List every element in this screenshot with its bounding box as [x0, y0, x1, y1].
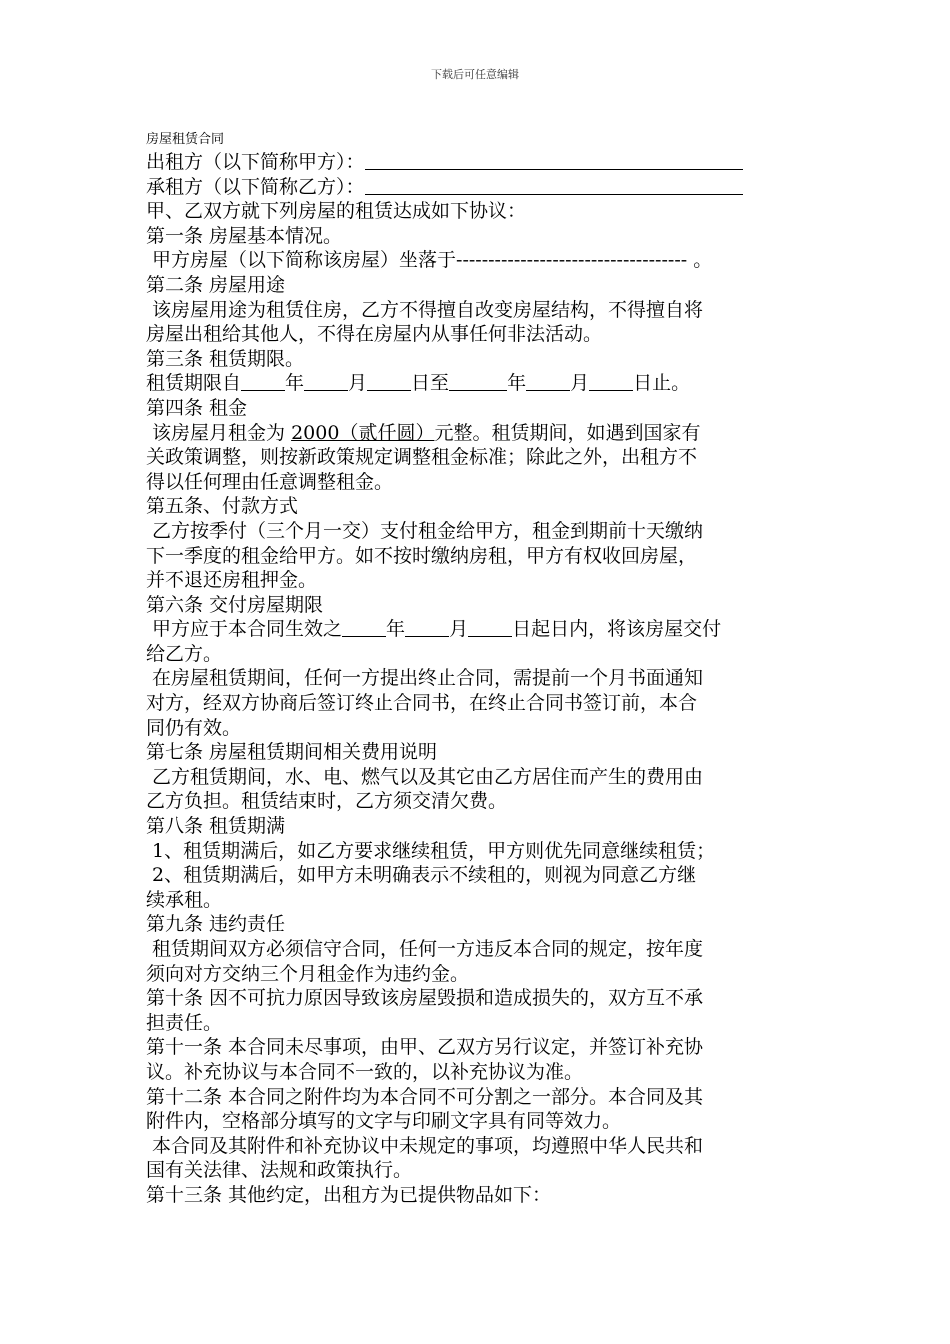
day-end-label: 日止。 — [633, 372, 691, 395]
article-10-line-2: 担责任。 — [146, 1011, 223, 1034]
article-12-line-3: 本合同及其附件和补充协议中未规定的事项，均遵照中华人民共和 — [146, 1134, 704, 1157]
intro-text: 甲、乙双方就下列房屋的租赁达成如下协议： — [146, 200, 527, 223]
article-3-heading: 第三条 租赁期限。 — [146, 347, 305, 370]
article-4-line-2: 关政策调整，则按新政策规定调整租金标准；除此之外，出租方不 — [146, 446, 698, 469]
contract-body — [146, 150, 810, 1208]
delivery-day-blank — [468, 618, 512, 637]
year-label-2: 年 — [507, 372, 527, 395]
article-5-line-1: 乙方按季付（三个月一交）支付租金给甲方，租金到期前十天缴纳 — [146, 519, 704, 542]
article-4-line-1 — [146, 421, 810, 446]
lessee-line — [146, 175, 810, 200]
article-12-line-1: 第十二条 本合同之附件均为本合同不可分割之一部分。本合同及其 — [146, 1085, 704, 1108]
article-5-line-3: 并不退还房租押金。 — [146, 569, 318, 592]
article-6-line-5: 同仍有效。 — [146, 716, 242, 739]
start-month-blank — [304, 372, 348, 391]
article-7-line-2: 乙方负担。租赁结束时，乙方须交清欠费。 — [146, 790, 508, 813]
lessee-blank — [365, 176, 743, 195]
article-9-heading: 第九条 违约责任 — [146, 913, 286, 936]
article-6-heading: 第六条 交付房屋期限 — [146, 593, 324, 616]
end-month-blank — [526, 372, 570, 391]
delivery-year-label: 年 — [386, 618, 406, 641]
article-6-line-4: 对方，经双方协商后签订终止合同书，在终止合同书签订前，本合 — [146, 692, 698, 715]
article-6-line-2: 给乙方。 — [146, 642, 223, 665]
rent-prefix: 该房屋月租金为 — [146, 421, 292, 444]
article-2-line-1: 该房屋用途为租赁住房，乙方不得擅自改变房屋结构，不得擅自将 — [146, 298, 704, 321]
lessor-line — [146, 150, 810, 175]
month-label-2: 月 — [570, 372, 590, 395]
article-7-line-1: 乙方租赁期间，水、电、燃气以及其它由乙方居住而产生的费用由 — [146, 765, 704, 788]
article-11-line-2: 议。补充协议与本合同不一致的，以补充协议为准。 — [146, 1060, 584, 1083]
page-header: 下载后可任意编辑 — [431, 68, 519, 81]
article-3-period-line — [146, 371, 810, 396]
article-12-line-4: 国有关法律、法规和政策执行。 — [146, 1159, 413, 1182]
article-7-heading: 第七条 房屋租赁期间相关费用说明 — [146, 741, 438, 764]
article-8-line-2: 2、租赁期满后，如甲方未明确表示不续租的，则视为同意乙方继 — [146, 864, 697, 887]
article-2-line-2: 房屋出租给其他人，不得在房屋内从事任何非法活动。 — [146, 323, 603, 346]
rent-amount: 2000（贰仟圆） — [291, 421, 435, 444]
article-1-heading: 第一条 房屋基本情况。 — [146, 224, 343, 247]
document-title: 房屋租赁合同 — [146, 132, 225, 147]
month-label: 月 — [348, 372, 368, 395]
end-day-blank — [589, 372, 633, 391]
article-6-line-1 — [146, 617, 810, 642]
article-1-text: 甲方房屋（以下简称该房屋）坐落于------------------------------------ 。 — [146, 249, 713, 272]
article-8-line-3: 续承租。 — [146, 888, 223, 911]
article-5-line-2: 下一季度的租金给甲方。如不按时缴纳房租，甲方有权收回房屋， — [146, 544, 698, 567]
start-day-blank — [367, 372, 411, 391]
article-10-line-1: 第十条 因不可抗力原因导致该房屋毁损和造成损失的，双方互不承 — [146, 987, 704, 1010]
delivery-month-label: 月 — [449, 618, 469, 641]
article-4-line-3: 得以任何理由任意调整租金。 — [146, 470, 394, 493]
day-to-label: 日至 — [411, 372, 450, 395]
article-9-line-2: 须向对方交纳三个月租金作为违约金。 — [146, 962, 470, 985]
article-9-line-1: 租赁期间双方必须信守合同，任何一方违反本合同的规定，按年度 — [146, 938, 704, 960]
year-label: 年 — [285, 372, 305, 395]
start-year-blank — [241, 372, 285, 391]
delivery-year-blank — [342, 618, 386, 637]
article-8-line-1: 1、租赁期满后，如乙方要求继续租赁，甲方则优先同意继续租赁； — [146, 839, 716, 862]
article-8-heading: 第八条 租赁期满 — [146, 815, 286, 838]
article-2-heading: 第二条 房屋用途 — [146, 273, 286, 296]
lessor-label: 出租方（以下简称甲方）： — [146, 151, 365, 173]
delivery-prefix: 甲方应于本合同生效之 — [146, 618, 343, 641]
article-4-heading: 第四条 租金 — [146, 396, 248, 419]
delivery-suffix: 日起日内，将该房屋交付 — [512, 618, 722, 641]
article-12-line-2: 附件内，空格部分填写的文字与印刷文字具有同等效力。 — [146, 1110, 622, 1133]
article-6-line-3: 在房屋租赁期间，任何一方提出终止合同，需提前一个月书面通知 — [146, 667, 704, 690]
article-5-heading: 第五条、付款方式 — [146, 495, 299, 518]
end-year-blank — [449, 372, 507, 391]
delivery-month-blank — [405, 618, 449, 637]
rent-suffix: 元整。租赁期间，如遇到国家有 — [434, 421, 701, 444]
article-11-line-1: 第十一条 本合同未尽事项，由甲、乙双方另行议定，并签订补充协 — [146, 1036, 704, 1059]
article-13-line-1: 第十三条 其他约定，出租方为已提供物品如下： — [146, 1183, 552, 1206]
lessor-blank — [365, 151, 743, 170]
period-prefix: 租赁期限自 — [146, 372, 242, 395]
lessee-label: 承租方（以下简称乙方）： — [146, 175, 365, 198]
